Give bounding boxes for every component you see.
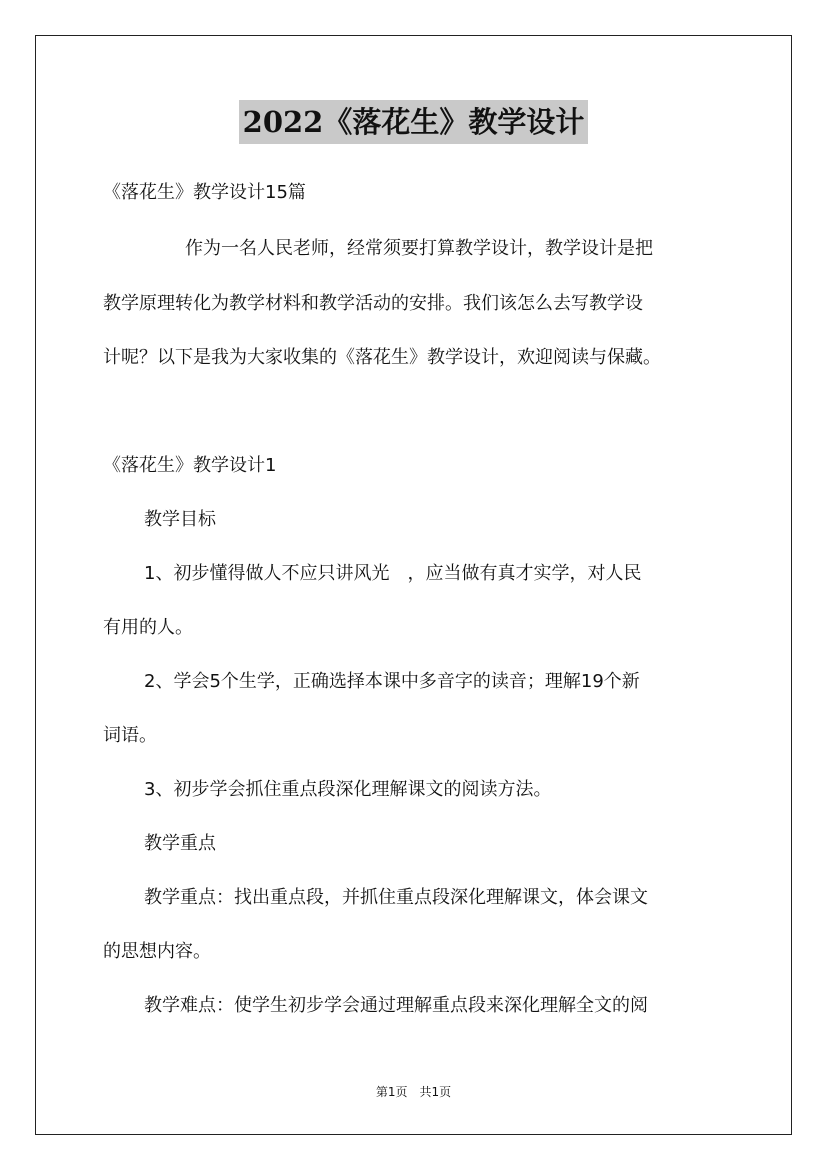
- goal-1-line-1: 1、初步懂得做人不应只讲风光 ，应当做有真才实学，对人民: [144, 563, 642, 584]
- document-subtitle: 《落花生》教学设计15篇: [103, 182, 306, 203]
- intro-line-1: 作为一名人民老师，经常须要打算教学设计，教学设计是把: [185, 238, 653, 259]
- section-heading: 《落花生》教学设计1: [103, 455, 277, 476]
- goal-2-line-1: 2、学会5个生学，正确选择本课中多音字的读音；理解19个新: [144, 671, 640, 692]
- goal-2-line-2: 词语。: [103, 725, 157, 746]
- goal-3: 3、初步学会抓住重点段深化理解课文的阅读方法。: [144, 779, 552, 800]
- focus-text-line-2: 的思想内容。: [103, 941, 211, 962]
- goal-1-line-2: 有用的人。: [103, 617, 193, 638]
- focus-text-line-1: 教学重点：找出重点段，并抓住重点段深化理解课文，体会课文: [144, 887, 648, 908]
- document-title: 2022《落花生》教学设计: [239, 100, 589, 144]
- page-footer: 第1页 共1页: [375, 1085, 452, 1099]
- title-container: [0, 100, 827, 144]
- difficulty-text: 教学难点：使学生初步学会通过理解重点段来深化理解全文的阅: [144, 995, 648, 1016]
- intro-line-2: 教学原理转化为教学材料和教学活动的安排。我们该怎么去写教学设: [103, 293, 643, 314]
- focus-heading: 教学重点: [144, 833, 216, 854]
- intro-line-3: 计呢？以下是我为大家收集的《落花生》教学设计，欢迎阅读与保藏。: [103, 347, 661, 368]
- goals-heading: 教学目标: [144, 509, 216, 530]
